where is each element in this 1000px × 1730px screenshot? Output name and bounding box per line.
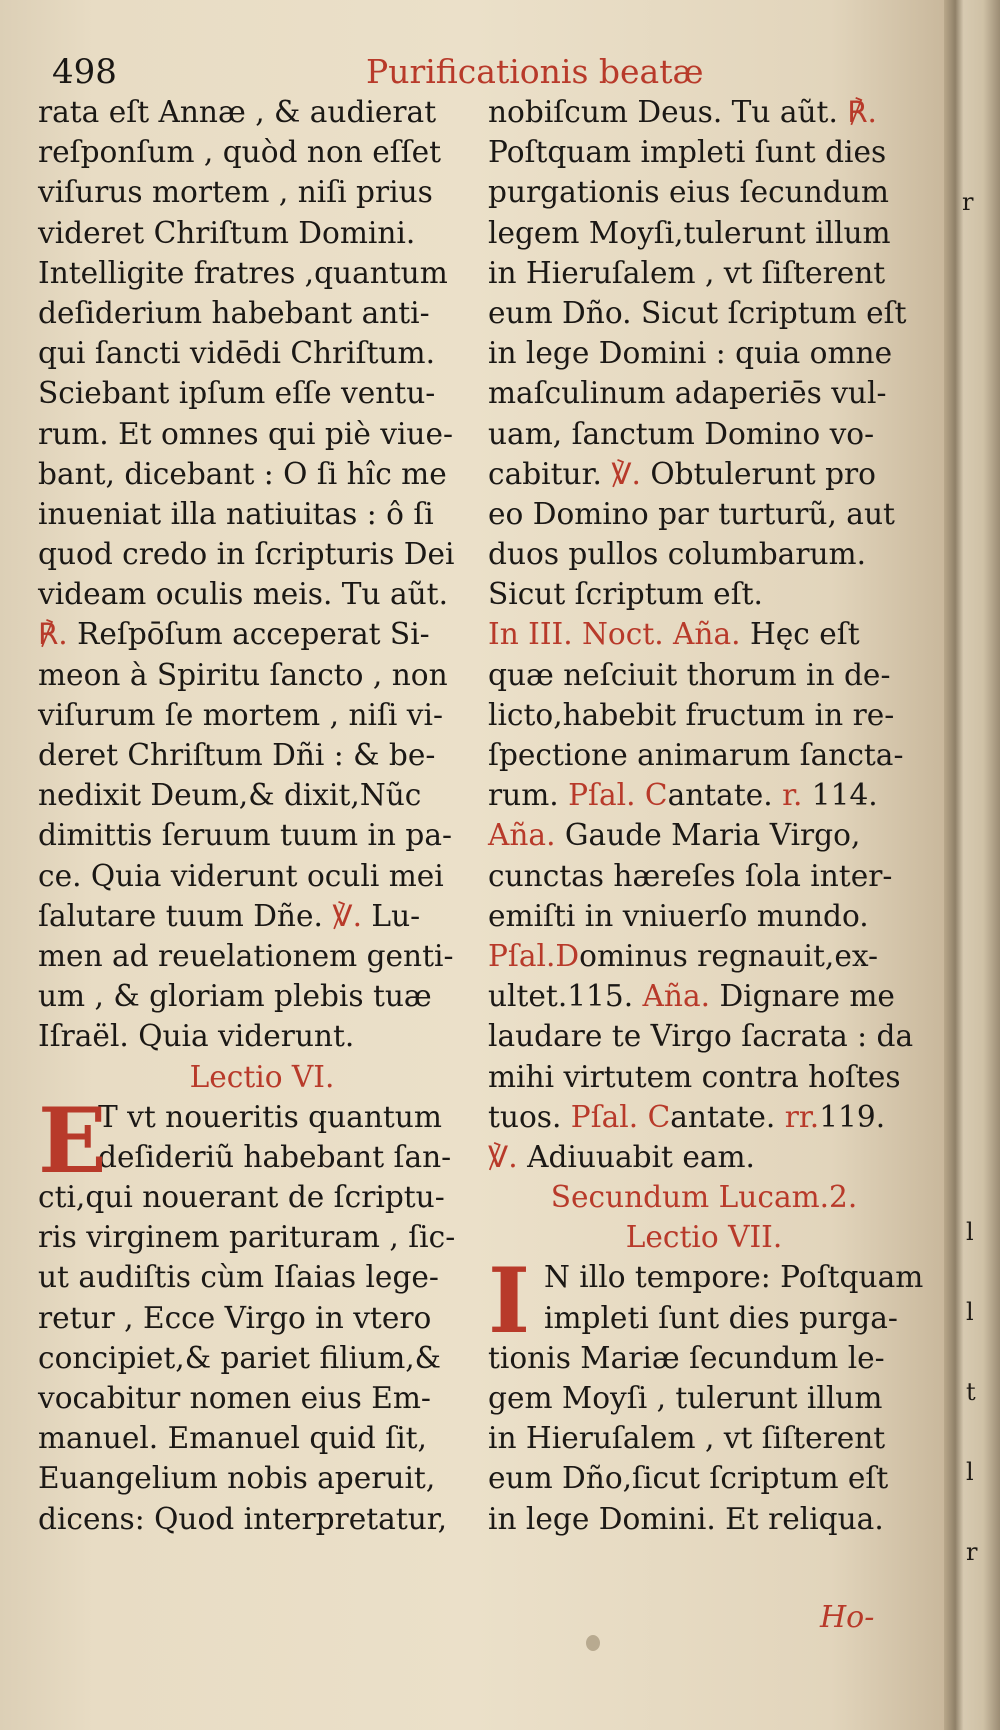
facing-page-edge xyxy=(944,0,1000,1730)
antiphon-line: Aña. Gaude Maria Virgo, xyxy=(488,818,861,853)
text-line: purgationis eius ſecundum xyxy=(488,175,889,210)
text-line: T vt noueritis quantum xyxy=(98,1099,442,1134)
text-line: nobiſcum Deus. Tu aũt. ℟. xyxy=(488,95,877,129)
right-column xyxy=(488,92,924,1539)
text-line: videam oculis meis. Tu aũt. xyxy=(38,577,448,612)
text-line: cti,qui nouerant de ſcriptu- xyxy=(38,1180,445,1215)
text-line: impleti ſunt dies purga- xyxy=(544,1300,898,1335)
text-line: Sciebant ipſum eſſe ventu- xyxy=(38,376,436,411)
text-line: bant, dicebant : O ſi hîc me xyxy=(38,456,447,491)
versicle-sign: ℣. xyxy=(611,456,641,491)
text-line: deſiderium habebant anti- xyxy=(38,295,430,330)
text-line: viſurum ſe mortem , niſi vi- xyxy=(38,697,443,732)
text-line: in lege Domini : quia omne xyxy=(488,336,893,371)
text-line: in lege Domini. Et reliqua. xyxy=(488,1501,884,1536)
antiphon-label: Aña. xyxy=(488,818,556,853)
antiphon-label: Aña. xyxy=(642,979,711,1014)
text-line: rata eſt Annæ , & audierat xyxy=(38,95,437,129)
gospel-heading: Secundum Lucam.2. xyxy=(550,1180,858,1215)
text-line: um , & gloriam plebis tuæ xyxy=(38,979,432,1014)
edge-mark: l xyxy=(966,1218,974,1246)
drop-cap: E xyxy=(38,1087,107,1194)
text-line: reſponſum , quòd non eſſet xyxy=(38,135,442,170)
versicle-line: ℣. Adiuuabit eam. xyxy=(488,1139,755,1174)
text-line: rum. Et omnes qui piè viue- xyxy=(38,416,453,451)
text-line: duos pullos columbarum. xyxy=(488,537,866,572)
text-line: eum Dño. Sicut ſcriptum eſt xyxy=(488,295,907,330)
text-line: mihi virtutem contra hoſtes xyxy=(488,1059,901,1094)
text-line: quæ neſciuit thorum in de- xyxy=(488,657,891,692)
psalm-line: rum. Pſal. Cantate. r. 114. xyxy=(488,778,878,813)
psalm-initial: C xyxy=(647,1099,671,1134)
text-line: viſurus mortem , niſi prius xyxy=(38,175,433,210)
text-line: legem Moyſi,tulerunt illum xyxy=(488,215,891,250)
text-line: deret Chriſtum Dñi : & be- xyxy=(38,738,436,772)
text-line: nedixit Deum,& dixit,Nũc xyxy=(38,778,422,813)
psalm-line: tuos. Pſal. Cantate. rr.119. xyxy=(488,1099,886,1134)
text-line: vocabitur nomen eius Em- xyxy=(38,1381,431,1415)
running-title: Purificationis beatæ xyxy=(366,52,704,91)
text-line: N illo tempore: Poſtquam xyxy=(544,1260,924,1295)
text-line: ce. Quia viderunt oculi mei xyxy=(38,858,444,893)
text-line: inueniat illa natiuitas : ô ſi xyxy=(38,496,434,531)
drop-cap: I xyxy=(488,1248,531,1355)
ink-smudge xyxy=(586,1635,600,1651)
versicle-sign: ℣. xyxy=(332,898,362,933)
text-line: eo Domino par turturũ, aut xyxy=(488,496,895,531)
psalm-line: Pſal.Dominus regnauit,ex- xyxy=(488,938,878,973)
edge-mark: l xyxy=(966,1298,974,1326)
text-line: concipiet,& pariet filium,& xyxy=(38,1340,442,1375)
text-line: Euangelium nobis aperuit, xyxy=(38,1461,436,1496)
psalm-label: Pſal. xyxy=(570,1099,639,1134)
nocturn-line: In III. Noct. Aña. Hęc eſt xyxy=(488,617,860,652)
edge-mark: r xyxy=(962,188,974,216)
catchword: Ho- xyxy=(820,1600,875,1635)
text-line: ut audiſtis cùm Iſaias lege- xyxy=(38,1260,439,1295)
text-line: eum Dño,ſicut ſcriptum eſt xyxy=(488,1461,889,1496)
responsory-sign: ℟. xyxy=(38,617,68,652)
text-line: ſpectione animarum ſancta- xyxy=(488,738,904,772)
responsory-line: ℟. Reſpōſum acceperat Si- xyxy=(38,617,430,652)
versicle-line: ſalutare tuum Dñe. ℣. Lu- xyxy=(38,898,421,933)
lectio-vi-opening xyxy=(38,1087,486,1194)
text-line: Iſraël. Quia viderunt. xyxy=(38,1019,355,1054)
text-line: tionis Mariæ ſecundum le- xyxy=(488,1340,885,1375)
text-line: in Hieruſalem , vt ſiſterent xyxy=(488,1421,886,1456)
psalm-label: Pſal. xyxy=(488,938,556,973)
text-line: dicens: Quod interpretatur, xyxy=(38,1501,448,1536)
responsory-sign: ℟. xyxy=(847,95,877,129)
lectio-vii-opening xyxy=(488,1248,924,1355)
text-line: laudare te Virgo ſacrata : da xyxy=(488,1019,914,1054)
text-line: ris virginem parituram , ſic- xyxy=(38,1220,456,1255)
text-line: maſculinum adaperiēs vul- xyxy=(488,376,887,411)
page-header xyxy=(48,46,884,94)
edge-mark: r xyxy=(966,1538,978,1566)
text-line: Poſtquam impleti ſunt dies xyxy=(488,135,887,170)
text-line: licto,habebit fructum in re- xyxy=(488,697,895,732)
text-line: dimittis ſeruum tuum in pa- xyxy=(38,818,452,853)
text-line: manuel. Emanuel quid ſit, xyxy=(38,1421,427,1456)
nocturn-label: In III. Noct. Aña. xyxy=(488,617,741,652)
text-line: men ad reuelationem genti- xyxy=(38,938,454,973)
text-line: qui ſancti vidēdi Chriſtum. xyxy=(38,336,436,371)
text-line: gem Moyſi , tulerunt illum xyxy=(488,1381,883,1415)
text-line: Sicut ſcriptum eſt. xyxy=(488,577,763,612)
text-line: in Hieruſalem , vt ſiſterent xyxy=(488,255,886,290)
text-line: videret Chriſtum Domini. xyxy=(38,215,416,250)
antiphon-line: ultet.115. Aña. Dignare me xyxy=(488,979,895,1014)
text-line: meon à Spiritu ſancto , non xyxy=(38,657,448,692)
text-line: cunctas hæreſes ſola inter- xyxy=(488,858,893,893)
versicle-sign: ℣. xyxy=(488,1139,518,1174)
text-line: deſideriũ habebant ſan- xyxy=(98,1139,452,1174)
page-number: 498 xyxy=(52,52,117,92)
text-line: retur , Ecce Virgo in vtero xyxy=(38,1300,432,1335)
edge-mark: t xyxy=(966,1378,976,1406)
text-line: uam, ſanctum Domino vo- xyxy=(488,416,875,451)
versicle-line: cabitur. ℣. Obtulerunt pro xyxy=(488,456,876,491)
psalm-initial: C xyxy=(644,778,668,813)
left-column xyxy=(38,92,486,1539)
psalm-label: Pſal. xyxy=(568,778,636,813)
text-line: Intelligite fratres ,quantum xyxy=(38,255,448,290)
text-line: emiſti in vniuerſo mundo. xyxy=(488,898,869,933)
lectio-heading: Lectio VII. xyxy=(625,1220,783,1255)
psalm-initial: D xyxy=(555,938,580,973)
text-line: quod credo in ſcripturis Dei xyxy=(38,537,455,572)
edge-mark: l xyxy=(966,1458,974,1486)
lectio-heading: Lectio VI. xyxy=(189,1059,335,1094)
